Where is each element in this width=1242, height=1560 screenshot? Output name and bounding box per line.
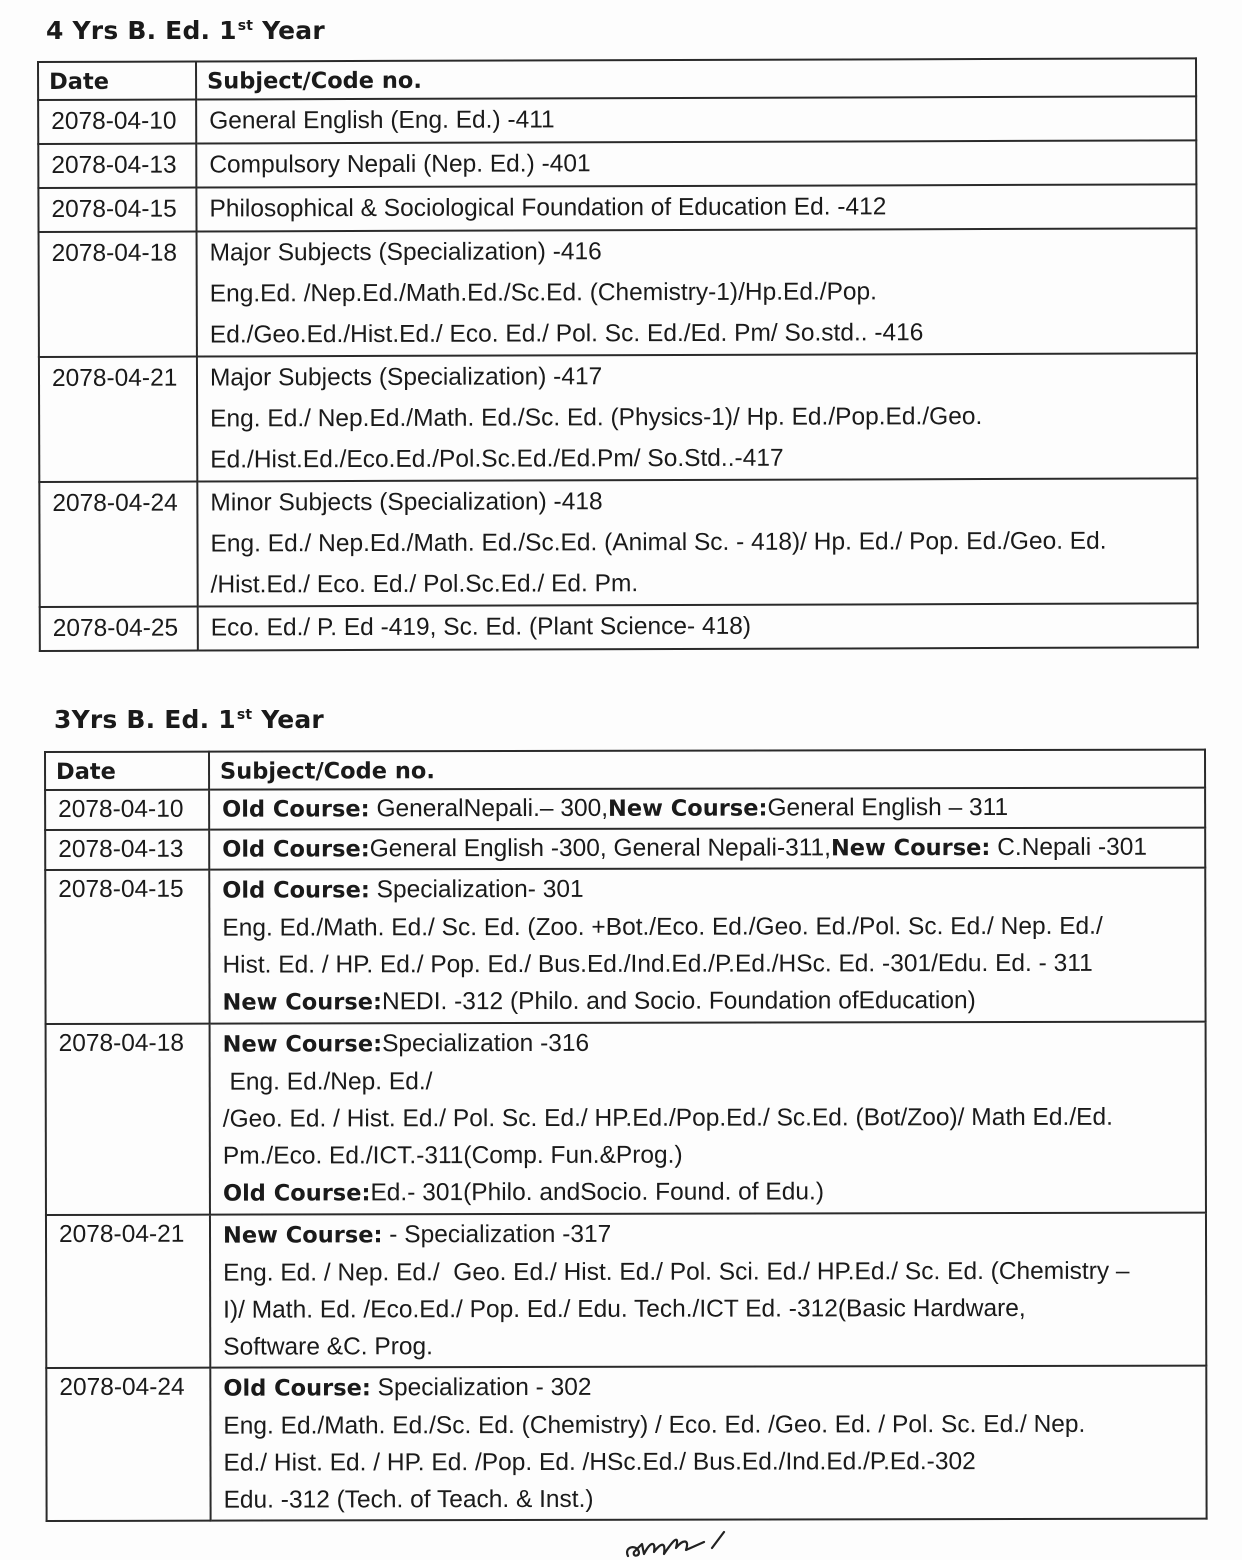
subject-line xyxy=(222,830,1204,868)
table-row xyxy=(46,1366,1206,1521)
subject-text: - Specialization -317 xyxy=(382,1220,612,1249)
exam-date-cell: 2078-04-15 xyxy=(38,187,196,231)
subject-text: Eng. Ed. / Nep. Ed./ Geo. Ed./ Hist. Ed./ Pol. Sci. Ed./ HP.Ed./ Sc. Ed. (Chemistry – xyxy=(223,1257,1130,1287)
subject-text: GeneralNepali.– 300, xyxy=(369,794,609,823)
subject-line xyxy=(223,1099,1205,1138)
title-superscript: st xyxy=(237,18,254,34)
section-title-3yrs xyxy=(54,705,324,739)
date-column-header: Date xyxy=(45,752,209,790)
title-text: 3Yrs B. Ed. 1 xyxy=(54,705,236,734)
subject-line xyxy=(223,1173,1205,1213)
course-type-label: New Course: xyxy=(222,1222,383,1249)
date-column-header: Date xyxy=(38,62,196,100)
subject-line xyxy=(224,1480,1206,1519)
subject-text: NEDI. -312 (Philo. and Socio. Foundation ofEducation) xyxy=(381,987,976,1016)
subject-text: Ed./Hist.Ed./Eco.Ed./Pol.Sc.Ed./Ed.Pm/ So.Std..-417 xyxy=(210,444,784,474)
subject-text: Hist. Ed. / HP. Ed./ Pop. Ed./ Bus.Ed./Ind.Ed./P.Ed./HSc. Ed. -301/Edu. Ed. - 311 xyxy=(222,949,1093,979)
subject-line xyxy=(210,229,1196,273)
table-row xyxy=(39,228,1197,357)
subject-text: Ed./Geo.Ed./Hist.Ed./ Eco. Ed./ Pol. Sc. Ed./Ed. Pm/ So.std.. -416 xyxy=(209,319,924,349)
subject-line xyxy=(222,790,1204,828)
exam-date-cell: 2078-04-15 xyxy=(45,870,209,1024)
subject-text: /Geo. Ed. / Hist. Ed./ Pol. Sc. Ed./ HP.Ed./Pop.Ed./ Sc.Ed. (Bot/Zoo)/ Math Ed./Ed. xyxy=(222,1103,1113,1133)
subject-text: Major Subjects (Specialization) -417 xyxy=(209,363,603,392)
subject-line xyxy=(209,142,1195,185)
subject-text: Pm./Eco. Ed./ICT.-311(Comp. Fun.&Prog.) xyxy=(222,1141,683,1170)
subject-cell xyxy=(209,868,1205,1024)
subject-text: Ed./ Hist. Ed. / HP. Ed. /Pop. Ed. /HSc.Ed./ Bus.Ed./Ind.Ed./P.Ed.-302 xyxy=(223,1448,976,1477)
course-type-label: Old Course: xyxy=(222,836,370,863)
subject-text: Eco. Ed./ P. Ed -419, Sc. Ed. (Plant Science- 418) xyxy=(210,612,752,642)
exam-date-cell: 2078-04-25 xyxy=(40,606,198,650)
subject-text: Specialization- 301 xyxy=(369,875,584,904)
table-header-row xyxy=(38,58,1196,100)
table-row xyxy=(45,828,1205,870)
subject-line xyxy=(210,436,1196,480)
table-header-row xyxy=(45,750,1205,790)
subject-line xyxy=(210,311,1196,355)
title-text: 4 Yrs B. Ed. 1 xyxy=(46,16,237,45)
subject-line xyxy=(209,186,1195,229)
exam-date-cell: 2078-04-10 xyxy=(45,790,209,830)
subject-line xyxy=(222,945,1204,984)
table-row xyxy=(45,868,1205,1024)
exam-date-cell: 2078-04-13 xyxy=(38,144,196,188)
course-type-label: New Course: xyxy=(222,989,383,1016)
subject-line xyxy=(210,520,1196,564)
subject-cell xyxy=(197,353,1197,481)
subject-line xyxy=(210,270,1196,314)
subject-line xyxy=(223,1062,1205,1101)
subject-cell xyxy=(196,184,1196,231)
table-row xyxy=(46,1213,1206,1368)
course-type-label: Old Course: xyxy=(223,1375,371,1402)
exam-date-cell: 2078-04-13 xyxy=(45,830,209,870)
subject-text: Eng. Ed./Math. Ed./Sc. Ed. (Chemistry) / Eco. Ed. /Geo. Ed. / Pol. Sc. Ed./ Nep. xyxy=(223,1410,1086,1440)
subject-line xyxy=(209,98,1195,141)
subject-text: Eng.Ed. /Nep.Ed./Math.Ed./Sc.Ed. (Chemistry-1)/Hp.Ed./Pop. xyxy=(209,278,878,308)
title-suffix: Year xyxy=(261,705,324,734)
table-row xyxy=(39,353,1197,482)
subject-text: General English (Eng. Ed.) -411 xyxy=(209,106,555,135)
subject-line xyxy=(222,982,1204,1022)
title-suffix: Year xyxy=(262,16,325,45)
table-row xyxy=(39,478,1197,607)
subject-text: Eng. Ed./Nep. Ed./ xyxy=(222,1068,433,1096)
subject-text: General English -300, General Nepali-311, xyxy=(369,834,831,863)
subject-line xyxy=(222,908,1204,947)
exam-date-cell: 2078-04-21 xyxy=(39,356,197,481)
subject-line xyxy=(223,1368,1205,1408)
subject-text: Minor Subjects (Specialization) -418 xyxy=(210,488,603,517)
subject-cell xyxy=(197,478,1197,606)
subject-text: Ed.- 301(Philo. andSocio. Found. of Edu.) xyxy=(370,1178,825,1207)
exam-schedule-table-4yrs xyxy=(37,57,1199,652)
course-type-label: New Course: xyxy=(222,1031,383,1058)
exam-date-cell: 2078-04-24 xyxy=(39,481,197,606)
course-type-label: Old Course: xyxy=(222,1180,371,1207)
subject-line xyxy=(210,479,1196,523)
title-superscript: st xyxy=(236,707,253,723)
course-type-label: New Course: xyxy=(830,835,991,862)
subject-line xyxy=(223,1443,1205,1482)
subject-line xyxy=(210,395,1196,439)
signature-mark xyxy=(620,1518,740,1560)
subject-cell xyxy=(198,603,1198,650)
subject-cell xyxy=(210,1022,1206,1215)
subject-line xyxy=(223,1253,1205,1292)
subject-cell xyxy=(209,828,1205,870)
subject-line xyxy=(211,605,1197,648)
table-row xyxy=(38,140,1196,188)
subject-text: Philosophical & Sociological Foundation of Education Ed. -412 xyxy=(209,193,887,223)
subject-column-header: Subject/Code no. xyxy=(196,58,1196,99)
table-row xyxy=(46,1022,1206,1215)
course-type-label: Old Course: xyxy=(222,796,370,823)
subject-line xyxy=(223,1136,1205,1175)
table-row xyxy=(45,788,1205,830)
subject-line xyxy=(223,1290,1205,1329)
subject-text: Major Subjects (Specialization) -416 xyxy=(209,238,602,267)
subject-cell xyxy=(210,1366,1206,1521)
subject-line xyxy=(211,561,1197,605)
subject-cell xyxy=(209,788,1205,830)
subject-text: Specialization -316 xyxy=(382,1029,590,1058)
subject-column-header: Subject/Code no. xyxy=(209,750,1205,790)
subject-text: Eng. Ed./Math. Ed./ Sc. Ed. (Zoo. +Bot./Eco. Ed./Geo. Ed./Pol. Sc. Ed./ Nep. Ed./ xyxy=(222,912,1103,942)
exam-date-cell: 2078-04-24 xyxy=(46,1368,210,1521)
subject-line xyxy=(223,1406,1205,1445)
exam-date-cell: 2078-04-18 xyxy=(39,231,197,356)
subject-text: Compulsory Nepali (Nep. Ed.) -401 xyxy=(209,150,591,179)
subject-text: Edu. -312 (Tech. of Teach. & Inst.) xyxy=(223,1485,594,1514)
subject-text: /Hist.Ed./ Eco. Ed./ Pol.Sc.Ed./ Ed. Pm. xyxy=(210,570,639,599)
subject-cell xyxy=(196,96,1196,143)
table-row xyxy=(40,603,1198,651)
course-type-label: New Course: xyxy=(607,795,768,822)
subject-text: Eng. Ed./ Nep.Ed./Math. Ed./Sc. Ed. (Physics-1)/ Hp. Ed./Pop.Ed./Geo. xyxy=(210,403,983,433)
subject-text: Specialization - 302 xyxy=(370,1373,592,1402)
subject-line xyxy=(223,1024,1205,1064)
subject-cell xyxy=(196,140,1196,187)
exam-date-cell: 2078-04-10 xyxy=(38,100,196,144)
subject-text: C.Nepali -301 xyxy=(990,833,1148,862)
subject-line xyxy=(223,1327,1205,1366)
exam-date-cell: 2078-04-18 xyxy=(46,1024,210,1215)
subject-line xyxy=(223,1215,1205,1255)
exam-schedule-table-3yrs xyxy=(44,749,1208,1522)
subject-cell xyxy=(210,1213,1206,1368)
subject-text: General English – 311 xyxy=(767,793,1009,822)
subject-cell xyxy=(197,228,1197,356)
section-title-4yrs xyxy=(46,16,325,50)
exam-date-cell: 2078-04-21 xyxy=(46,1215,210,1368)
course-type-label: Old Course: xyxy=(222,877,370,904)
table-row xyxy=(38,184,1196,232)
table-row xyxy=(38,96,1196,144)
subject-text: I)/ Math. Ed. /Eco.Ed./ Pop. Ed./ Edu. Tech./ICT Ed. -312(Basic Hardware, xyxy=(223,1294,1026,1324)
subject-line xyxy=(210,354,1196,398)
subject-text: Software &C. Prog. xyxy=(223,1333,433,1361)
subject-text: Eng. Ed./ Nep.Ed./Math. Ed./Sc.Ed. (Animal Sc. - 418)/ Hp. Ed./ Pop. Ed./Geo. Ed. xyxy=(210,527,1107,558)
subject-line xyxy=(222,870,1204,910)
